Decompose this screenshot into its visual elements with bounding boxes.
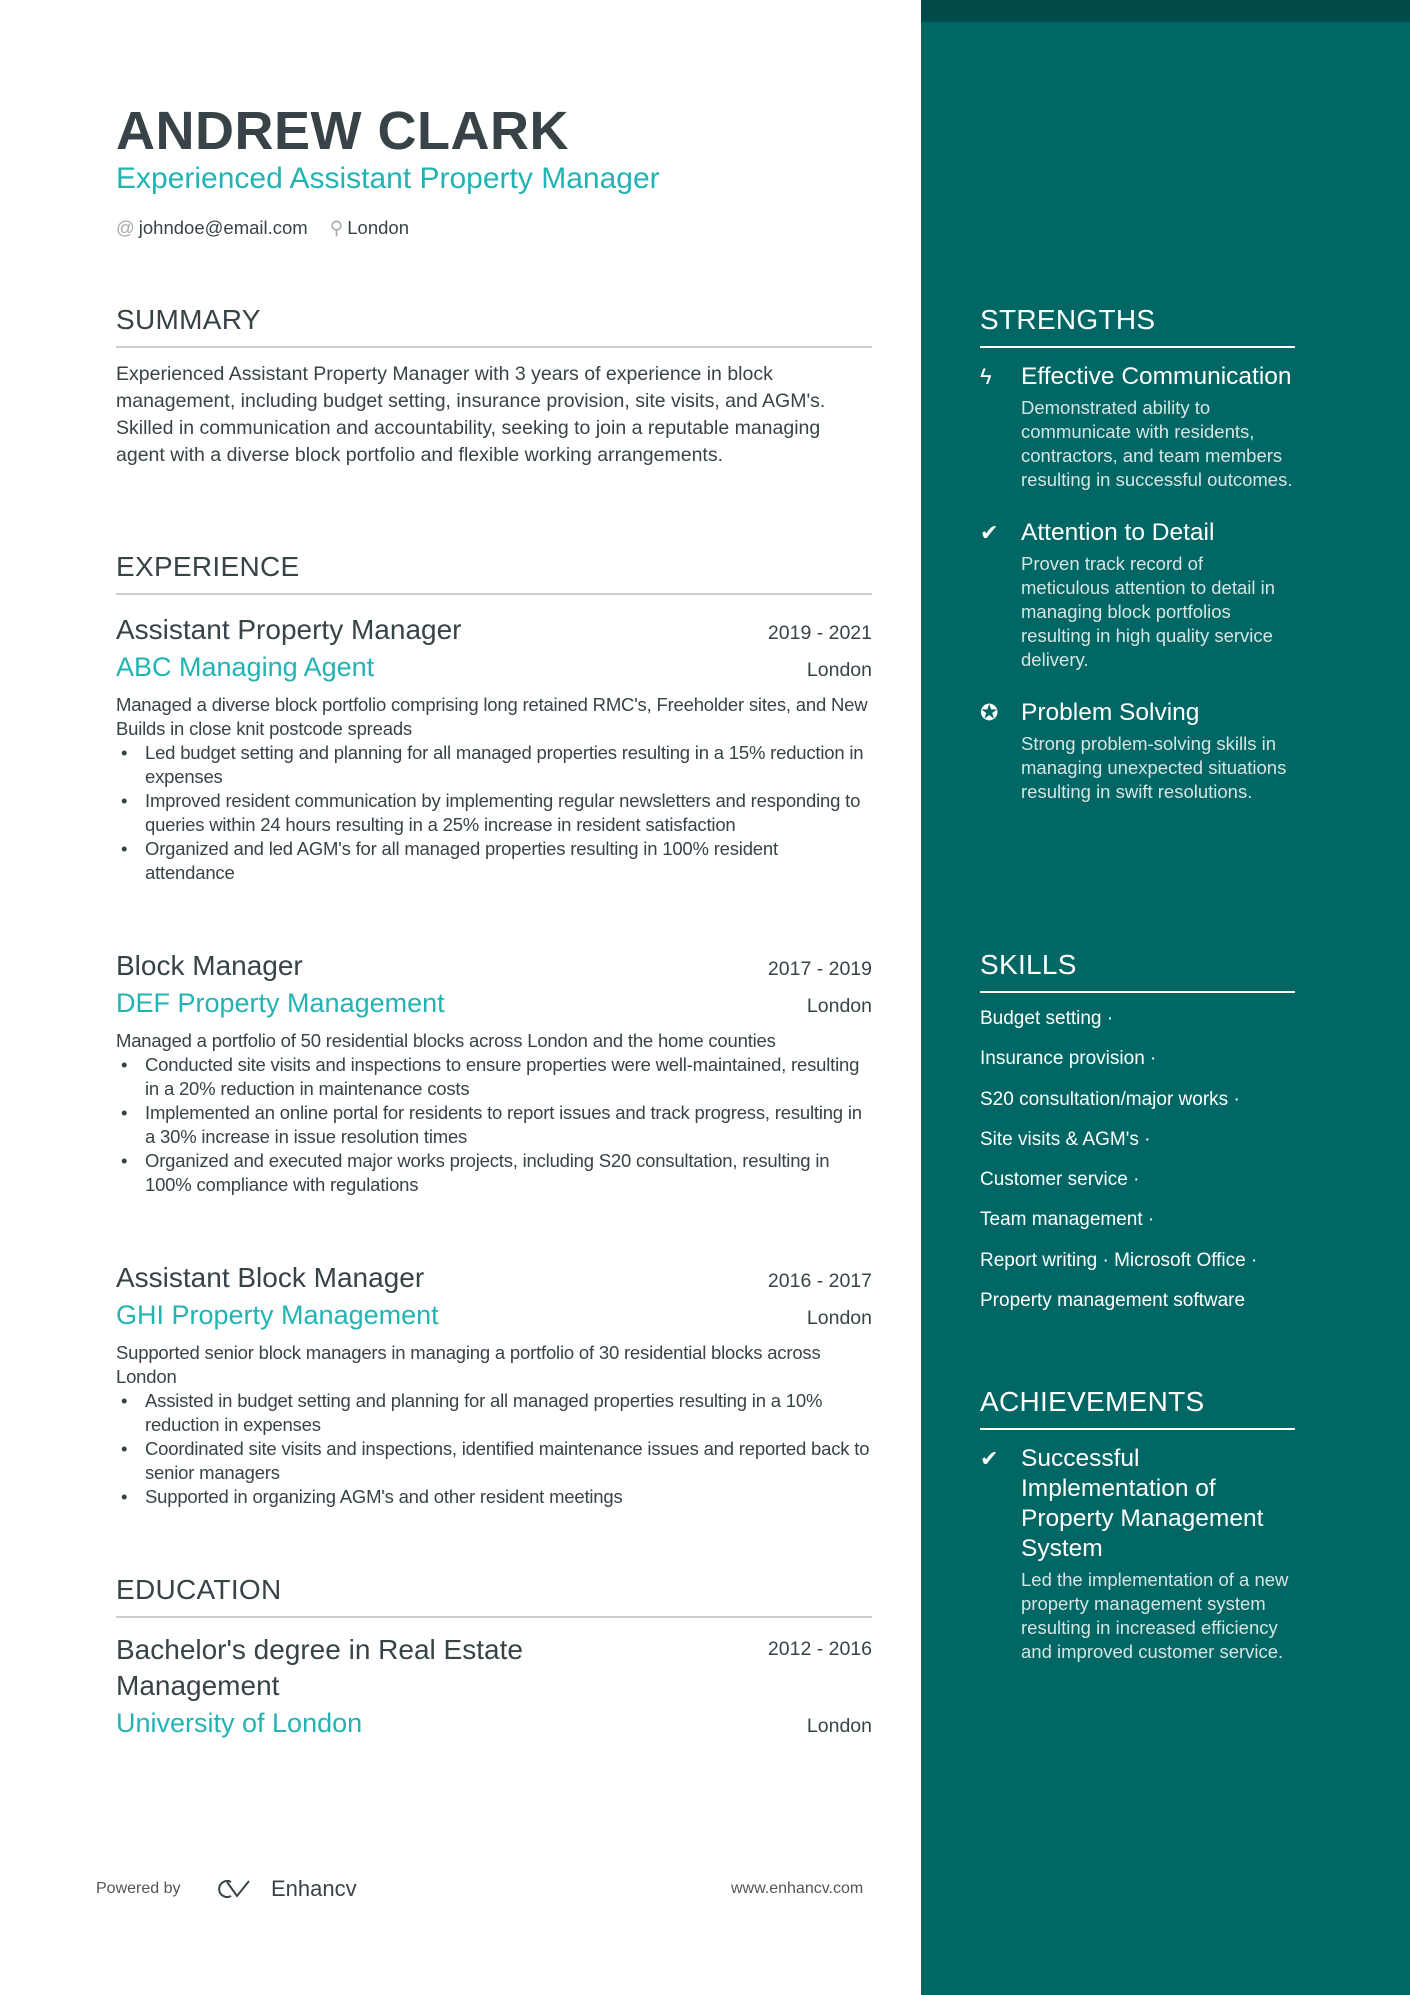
education-dates: 2012 - 2016 bbox=[767, 1638, 872, 1660]
bullet: • Assisted in budget setting and planning for all managed properties resulting in a 10% reduction in expenses bbox=[116, 1389, 872, 1437]
job-location: London bbox=[806, 1307, 872, 1329]
section-heading: STRENGTHS bbox=[980, 304, 1295, 348]
strength-title: Attention to Detail bbox=[1021, 519, 1215, 546]
candidate-name: ANDREW CLARK bbox=[116, 101, 569, 161]
location-pin-icon: ⚲ bbox=[329, 217, 344, 238]
strength-description: Demonstrated ability to communicate with residents, contractors, and team members resulting in successful outcomes. bbox=[1021, 397, 1293, 490]
contact-info bbox=[116, 217, 409, 239]
bullet: • Organized and executed major works projects, including S20 consultation, resulting in 100% compliance with regulations bbox=[116, 1149, 872, 1197]
strengths-section bbox=[980, 304, 1295, 804]
job-description: Managed a portfolio of 50 residential blocks across London and the home counties bbox=[116, 1030, 776, 1051]
achievement-title: Successful Implementation of Property Management System bbox=[1021, 1445, 1264, 1562]
location-text: London bbox=[347, 217, 409, 238]
website-link[interactable]: www.enhancv.com bbox=[731, 1880, 864, 1897]
job-entry bbox=[116, 614, 872, 885]
section-heading: EDUCATION bbox=[116, 1574, 872, 1618]
email-text: johndoe@email.com bbox=[138, 217, 308, 238]
enhancv-logo-icon bbox=[215, 1877, 261, 1901]
skill-item: S20 consultation/major works · bbox=[980, 1088, 1240, 1110]
check-icon: ✔ bbox=[980, 1446, 999, 1471]
bullet: • Organized and led AGM's for all managed properties resulting in 100% resident attendance bbox=[116, 837, 872, 885]
brand-name: Enhancv bbox=[271, 1876, 357, 1901]
skill-item: Insurance provision · bbox=[980, 1048, 1157, 1070]
bullet: • Supported in organizing AGM's and other resident meetings bbox=[116, 1485, 872, 1509]
strength-title: Problem Solving bbox=[1021, 699, 1200, 726]
skill-item: Budget setting · bbox=[980, 1008, 1114, 1029]
achievement-description: Led the implementation of a new property management system resulting in increased efficiency and improved customer service. bbox=[1021, 1569, 1289, 1662]
email bbox=[116, 217, 308, 239]
strength-item bbox=[980, 698, 1295, 804]
summary-section bbox=[116, 304, 872, 469]
candidate-title: Experienced Assistant Property Manager bbox=[116, 162, 660, 195]
section-heading: EXPERIENCE bbox=[116, 551, 872, 595]
section-heading: ACHIEVEMENTS bbox=[980, 1386, 1295, 1430]
at-icon: @ bbox=[116, 217, 135, 238]
lightning-icon: ϟ bbox=[980, 364, 992, 389]
company-name: DEF Property Management bbox=[116, 988, 445, 1018]
education-section bbox=[116, 1574, 872, 1739]
skills-section bbox=[980, 949, 1295, 1329]
bullet: • Led budget setting and planning for all managed properties resulting in a 15% reduction in expenses bbox=[116, 741, 872, 789]
job-location: London bbox=[806, 995, 872, 1017]
job-description: Managed a diverse block portfolio comprising long retained RMC's, Freeholder sites, and New Builds in close knit postcode spreads bbox=[116, 694, 868, 739]
achievement-item bbox=[980, 1444, 1295, 1664]
bullet: • Implemented an online portal for residents to report issues and track progress, resulting in a 30% increase in issue resolution times bbox=[116, 1101, 872, 1149]
bullet: • Coordinated site visits and inspections, identified maintenance issues and reported back to senior managers bbox=[116, 1437, 872, 1485]
bullet: • Improved resident communication by implementing regular newsletters and responding to queries within 24 hours resulting in a 25% increase in resident satisfaction bbox=[116, 789, 872, 837]
skill-item: Site visits & AGM's · bbox=[980, 1128, 1151, 1150]
job-description: Supported senior block managers in managing a portfolio of 30 residential blocks across London bbox=[116, 1342, 821, 1387]
job-entry bbox=[116, 950, 872, 1197]
strength-item bbox=[980, 362, 1295, 492]
experience-section bbox=[116, 551, 872, 595]
skill-item: Team management · bbox=[980, 1209, 1155, 1231]
skill-item: Property management software bbox=[980, 1290, 1246, 1312]
job-bullets bbox=[116, 741, 872, 885]
powered-by: Powered by bbox=[96, 1880, 181, 1897]
job-bullets bbox=[116, 1389, 872, 1509]
job-entry bbox=[116, 1262, 872, 1509]
location bbox=[330, 217, 409, 239]
summary-text: Experienced Assistant Property Manager with 3 years of experience in block management, including budget setting, insurance provision, site visits, and AGM's. Skilled in communication and accountability, seeking to join a reputable managing agent with a diverse block portfolio and flexible working arrangements. bbox=[116, 363, 826, 466]
job-bullets bbox=[116, 1053, 872, 1197]
strength-title: Effective Communication bbox=[1021, 363, 1292, 390]
skill-item: Report writing · Microsoft Office · bbox=[980, 1249, 1258, 1271]
job-title: Assistant Block Manager bbox=[116, 1262, 425, 1293]
skill-item: Customer service · bbox=[980, 1169, 1140, 1191]
enhancv-logo[interactable] bbox=[215, 1876, 357, 1902]
strength-description: Proven track record of meticulous attention to detail in managing block portfolios resulting in high quality service delivery. bbox=[1021, 553, 1276, 670]
bullet: • Conducted site visits and inspections to ensure properties were well-maintained, resulting in a 20% reduction in maintenance costs bbox=[116, 1053, 872, 1101]
check-icon: ✔ bbox=[980, 520, 999, 545]
job-dates: 2016 - 2017 bbox=[767, 1270, 872, 1292]
strength-description: Strong problem-solving skills in managing unexpected situations resulting in swift resolutions. bbox=[1021, 733, 1287, 802]
job-dates: 2017 - 2019 bbox=[767, 958, 872, 980]
section-heading: SUMMARY bbox=[116, 304, 872, 348]
education-location: London bbox=[806, 1715, 872, 1737]
degree: Bachelor's degree in Real Estate Management bbox=[116, 1634, 523, 1701]
company-name: GHI Property Management bbox=[116, 1300, 439, 1330]
job-title: Block Manager bbox=[116, 950, 303, 981]
company-name: ABC Managing Agent bbox=[116, 652, 375, 682]
school-name: University of London bbox=[116, 1708, 363, 1738]
sidebar-top-bar bbox=[921, 0, 1410, 22]
job-dates: 2019 - 2021 bbox=[767, 622, 872, 644]
job-title: Assistant Property Manager bbox=[116, 614, 462, 645]
achievements-section bbox=[980, 1386, 1295, 1664]
award-icon: ✪ bbox=[980, 700, 999, 725]
section-heading: SKILLS bbox=[980, 949, 1295, 993]
job-location: London bbox=[806, 659, 872, 681]
strength-item bbox=[980, 518, 1295, 672]
